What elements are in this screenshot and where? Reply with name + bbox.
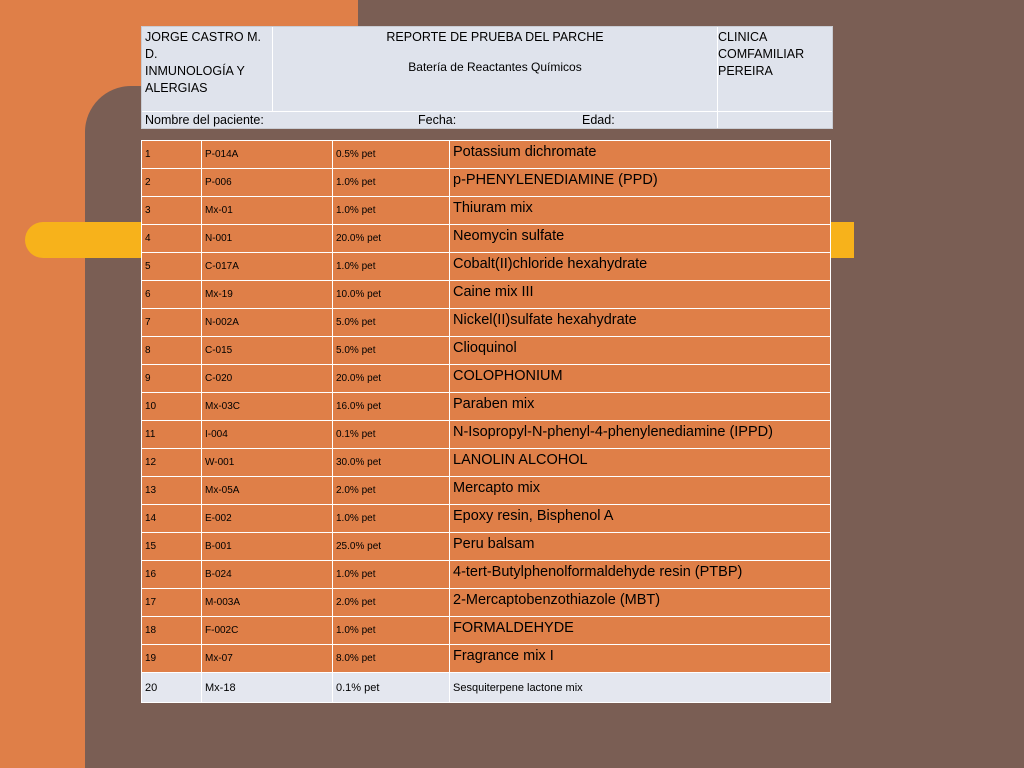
table-row (142, 421, 831, 449)
allergen-code: C-015 (202, 337, 333, 365)
allergen-concentration: 2.0% pet (333, 477, 450, 505)
allergen-name: Potassium dichromate (450, 141, 831, 169)
allergen-number: 12 (142, 449, 202, 477)
allergen-concentration: 0.1% pet (333, 673, 450, 703)
allergen-number: 15 (142, 533, 202, 561)
table-row (142, 309, 831, 337)
table-row (142, 281, 831, 309)
clinic-name: CLINICA COMFAMILIAR PEREIRA (718, 30, 805, 78)
allergen-code: Mx-07 (202, 645, 333, 673)
report-title-block (272, 29, 718, 76)
allergen-code: F-002C (202, 617, 333, 645)
allergen-concentration: 1.0% pet (333, 253, 450, 281)
allergen-name: Clioquinol (450, 337, 831, 365)
allergen-number: 8 (142, 337, 202, 365)
table-row (142, 617, 831, 645)
allergen-code: Mx-05A (202, 477, 333, 505)
table-row (142, 505, 831, 533)
table-row (142, 141, 831, 169)
allergen-name: 4-tert-Butylphenolformaldehyde resin (PTBP) (450, 561, 831, 589)
allergen-number: 18 (142, 617, 202, 645)
allergen-name: Thiuram mix (450, 197, 831, 225)
allergen-number: 16 (142, 561, 202, 589)
allergen-number: 11 (142, 421, 202, 449)
allergen-concentration: 1.0% pet (333, 617, 450, 645)
allergen-code: N-001 (202, 225, 333, 253)
allergen-code: W-001 (202, 449, 333, 477)
table-row (142, 561, 831, 589)
allergen-concentration: 10.0% pet (333, 281, 450, 309)
allergen-number: 20 (142, 673, 202, 703)
allergen-table (141, 140, 831, 703)
allergen-code: I-004 (202, 421, 333, 449)
allergen-code: P-006 (202, 169, 333, 197)
allergen-number: 14 (142, 505, 202, 533)
allergen-code: Mx-01 (202, 197, 333, 225)
date-label: Fecha: (418, 113, 457, 127)
allergen-name: Neomycin sulfate (450, 225, 831, 253)
report-header (141, 26, 833, 129)
table-row (142, 253, 831, 281)
allergen-code: C-017A (202, 253, 333, 281)
table-row (142, 337, 831, 365)
allergen-concentration: 20.0% pet (333, 225, 450, 253)
allergen-concentration: 16.0% pet (333, 393, 450, 421)
allergen-concentration: 20.0% pet (333, 365, 450, 393)
allergen-name: LANOLIN ALCOHOL (450, 449, 831, 477)
allergen-name: Nickel(II)sulfate hexahydrate (450, 309, 831, 337)
doctor-specialty: INMUNOLOGÍA Y ALERGIAS (145, 64, 245, 95)
allergen-code: M-003A (202, 589, 333, 617)
allergen-name: COLOPHONIUM (450, 365, 831, 393)
allergen-name: Fragrance mix I (450, 645, 831, 673)
allergen-concentration: 8.0% pet (333, 645, 450, 673)
allergen-name: Cobalt(II)chloride hexahydrate (450, 253, 831, 281)
allergen-name: 2-Mercaptobenzothiazole (MBT) (450, 589, 831, 617)
allergen-concentration: 1.0% pet (333, 561, 450, 589)
allergen-name: Peru balsam (450, 533, 831, 561)
table-row (142, 477, 831, 505)
allergen-concentration: 0.1% pet (333, 421, 450, 449)
table-row (142, 365, 831, 393)
allergen-concentration: 1.0% pet (333, 197, 450, 225)
allergen-concentration: 5.0% pet (333, 309, 450, 337)
allergen-code: B-024 (202, 561, 333, 589)
patient-name-label: Nombre del paciente: (145, 113, 264, 127)
allergen-concentration: 5.0% pet (333, 337, 450, 365)
allergen-number: 7 (142, 309, 202, 337)
allergen-number: 6 (142, 281, 202, 309)
allergen-concentration: 1.0% pet (333, 169, 450, 197)
allergen-code: Mx-18 (202, 673, 333, 703)
allergen-concentration: 0.5% pet (333, 141, 450, 169)
table-row (142, 169, 831, 197)
allergen-code: C-020 (202, 365, 333, 393)
allergen-code: E-002 (202, 505, 333, 533)
allergen-concentration: 25.0% pet (333, 533, 450, 561)
allergen-number: 4 (142, 225, 202, 253)
table-row (142, 449, 831, 477)
allergen-name: Mercapto mix (450, 477, 831, 505)
header-divider (717, 111, 718, 128)
allergen-table-body (142, 141, 831, 703)
doctor-name: JORGE CASTRO M. D. (145, 30, 261, 61)
allergen-name: Caine mix III (450, 281, 831, 309)
table-row (142, 589, 831, 617)
table-row (142, 673, 831, 703)
allergen-concentration: 30.0% pet (333, 449, 450, 477)
allergen-number: 19 (142, 645, 202, 673)
allergen-concentration: 2.0% pet (333, 589, 450, 617)
allergen-number: 10 (142, 393, 202, 421)
allergen-number: 17 (142, 589, 202, 617)
allergen-name: Epoxy resin, Bisphenol A (450, 505, 831, 533)
allergen-code: N-002A (202, 309, 333, 337)
age-label: Edad: (582, 113, 615, 127)
doctor-info (145, 29, 267, 97)
allergen-number: 1 (142, 141, 202, 169)
allergen-concentration: 1.0% pet (333, 505, 450, 533)
table-row (142, 393, 831, 421)
allergen-number: 5 (142, 253, 202, 281)
allergen-number: 9 (142, 365, 202, 393)
allergen-number: 2 (142, 169, 202, 197)
allergen-number: 3 (142, 197, 202, 225)
allergen-code: P-014A (202, 141, 333, 169)
allergen-name: Paraben mix (450, 393, 831, 421)
table-row (142, 645, 831, 673)
report-title: REPORTE DE PRUEBA DEL PARCHE (386, 30, 604, 44)
table-row (142, 533, 831, 561)
allergen-code: Mx-19 (202, 281, 333, 309)
allergen-code: B-001 (202, 533, 333, 561)
allergen-number: 13 (142, 477, 202, 505)
allergen-name: N-Isopropyl-N-phenyl-4-phenylenediamine (IPPD) (450, 421, 831, 449)
allergen-name: Sesquiterpene lactone mix (450, 673, 831, 703)
table-row (142, 225, 831, 253)
allergen-code: Mx-03C (202, 393, 333, 421)
report-subtitle: Batería de Reactantes Químicos (408, 60, 582, 74)
allergen-name: FORMALDEHYDE (450, 617, 831, 645)
table-row (142, 197, 831, 225)
allergen-name: p-PHENYLENEDIAMINE (PPD) (450, 169, 831, 197)
header-row-divider (142, 111, 832, 112)
